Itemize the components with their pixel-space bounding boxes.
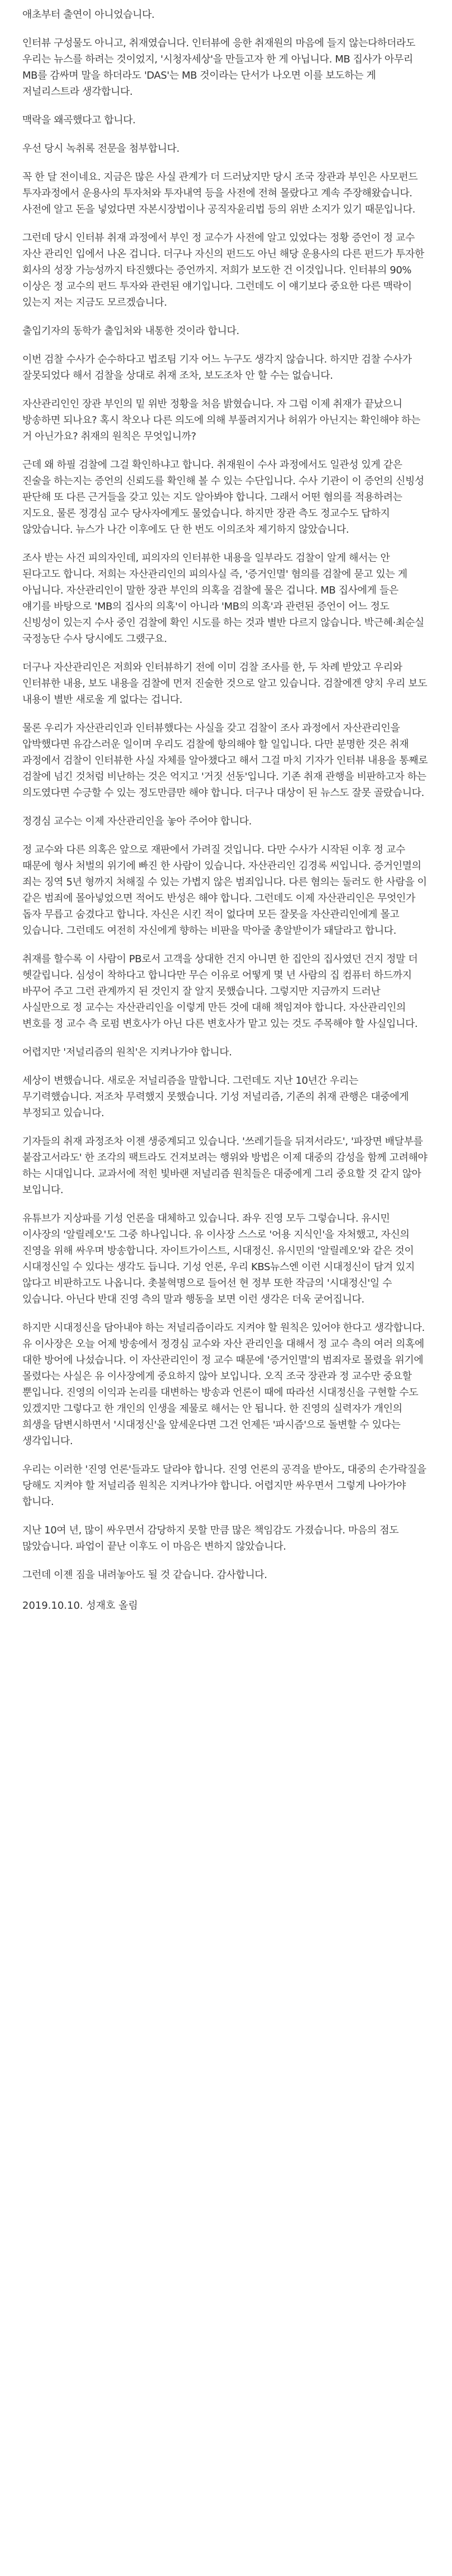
paragraph: 자산관리인인 장관 부인의 밑 위반 정황을 처음 밝혔습니다. 자 그럼 이제 취재가 끝났으니 방송하면 되나요? 혹시 착오나 다른 의도에 의해 부풀려지거나 허위가 아닌지는 확인해야 하는 거 아닌가요? 취재의 원칙은 무엇입니까? [22,398,421,442]
paragraph: 조사 받는 사건 피의자인데, 피의자의 인터뷰한 내용을 일부라도 검찰이 알게 해서는 안 된다고도 합니다. 저희는 자산관리인의 피의사실 즉, '증거인멸' 혐의를 검찰에 묻고 있는 게 아닙니다. 자산관리인이 말한 장관 부인의 의혹을 검찰에 물은 겁니다. MB 집사에게 들은 얘기를 바탕으로 'MB의 집사의 의혹'이 아니라 'MB의 의혹'과 관련된 증언이 어느 정도 신빙성이 있는지 수사 중인 검찰에 확인 시도를 하는 것과 별반 다르지 않습니다. 박근혜·최순실 국정농단 수사 당시에도 그랬구요. [22,552,425,645]
paragraph: 우선 당시 녹취록 전문을 첨부합니다. [22,143,180,155]
paragraph: 정경심 교수는 이제 자산관리인을 놓아 주어야 합니다. [22,816,252,827]
paragraph: 출입기자의 동학가 출입처와 내통한 것이라 합니다. [22,325,239,337]
paragraph: 하지만 시대정신을 담아내야 하는 저널리즘이라도 지켜야 할 원칙은 있어야 한다고 생각합니다. 유 이사장은 오늘 어제 방송에서 정경심 교수와 자산 관리인을 대해서 정 교수 측의 여러 의혹에 대한 방어에 나섰습니다. 이 자산관리인이 정 교수 때문에 '증거인멸'의 범죄자로 몰렸을 위기에 몰렸다는 사실은 유 이사장에게 중요하지 않아 보입니다. 오직 조국 장관과 정 교수만 중요할 뿐입니다. 진영의 이익과 논리를 대변하는 방송과 언론이 때에 따라선 시대정신을 구현할 수도 있겠지만 그렇다고 한 개인의 인생을 제물로 해서는 안 됩니다. 한 진영의 실력자가 개인의 희생을 담변시하면서 '시대정신'을 앞세운다면 그건 언제든 '파시즘'으로 돌변할 수 있다는 생각입니다. [22,1322,425,1447]
paragraph: 애초부터 출연이 아니었습니다. [22,9,155,21]
paragraph: 더구나 자산관리인은 저희와 인터뷰하기 전에 이미 검찰 조사를 한, 두 차례 받았고 우리와 인터뷰한 내용, 보도 내용을 검찰에 먼저 진술한 것으로 알고 있습니다. 검찰에겐 양치 우리 보도 내용이 별반 새로울 게 없다는 겁니다. [22,662,427,706]
paragraph: 기자들의 취재 과정조차 이젠 생중계되고 있습니다. '쓰레기들을 뒤져서라도', '파장면 배달부를 붙잡고서라도' 한 조각의 팩트라도 건져보려는 행위와 방법은 이제 대중의 감성을 함께 고려해야 하는 시대입니다. 교과서에 적힌 빛바랜 저널리즘 원칙들은 대중에게 그리 중요할 것 같지 않아 보입니다. [22,1136,427,1196]
paragraph: 물론 우리가 자산관리인과 인터뷰했다는 사실을 갖고 검찰이 조사 과정에서 자산관리인을 압박했다면 유감스러운 일이며 우리도 검찰에 항의해야 할 일입니다. 다만 분명한 것은 취재 과정에서 검찰이 인터뷰한 사실 자체를 알아챘다고 해서 그걸 마치 기자가 인터뷰 내용을 통째로 검찰에 넘긴 것처럼 비난하는 것은 억지고 '거짓 선동'입니다. 기존 취재 관행을 비판하고자 하는 의도였다면 수긍할 수 있는 정도만큼만 해야 합니다. 더구나 대상이 된 뉴스도 잘못 골랐습니다. [22,722,428,799]
signature: 2019.10.10. 성재호 올림 [22,1600,138,1612]
paragraph: 꼭 한 달 전이네요. 지금은 많은 사실 관계가 더 드러났지만 당시 조국 장관과 부인은 사모펀드 투자과정에서 운용사의 투자처와 투자내역 등을 사전에 전혀 몰랐다고 계속 주장해왔습니다. 사전에 알고 돈을 넣었다면 자본시장법이나 공직자윤리법 등의 위반 소지가 있기 때문입니다. [22,171,418,215]
paragraph: 그런데 당시 인터뷰 취재 과정에서 부인 정 교수가 사전에 알고 있었다는 정황 증언이 정 교수 자산 관리인 입에서 나온 겁니다. 더구나 자신의 펀드도 아닌 해당 운용사의 다른 펀드가 투자한 회사의 성장 가능성까지 타진했다는 증언까지. 저희가 보도한 건 이것입니다. 인터뷰의 90% 이상은 정 교수의 펀드 투자와 관련된 얘기입니다. 그런데도 이 얘기보다 중요한 다른 맥락이 있는지 저는 지금도 모르겠습니다. [22,232,425,308]
paragraph: 정 교수와 다른 의혹은 앞으로 재판에서 가려질 것입니다. 다만 수사가 시작된 이후 정 교수 때문에 형사 처벌의 위기에 빠진 한 사람이 있습니다. 자산관리인 김경록 씨입니다. 증거인멸의 죄는 징역 5년 형까지 처해질 수 있는 가볍지 않은 범죄입니다. 다른 혐의는 둘러도 한 사람을 이 같은 범죄에 몰아넣었으면 적어도 반성은 해야 합니다. 그런데도 이제 자산관리인은 무엇인가 돕자 무릅고 숨겼다고 합니다. 자신은 시킨 적이 없다며 모든 잘못을 자산관리인에게 몰고 있습니다. 그런데도 여전히 자신에게 향하는 비판을 막아줄 총알받이가 돼달라고 합니다. [22,844,427,937]
paragraph: 근데 왜 하필 검찰에 그걸 확인하냐고 합니다. 취재원이 수사 과정에서도 일관성 있게 같은 진술을 하는지는 증언의 신뢰도를 확인해 볼 수 있는 수단입니다. 수사 기관이 이 증언의 신빙성 판단해 또 다른 근거들을 갖고 있는 지도 알아봐야 합니다. 그래서 어떤 혐의를 적용하려는 지도요. 물론 정경심 교수 당사자에게도 물었습니다. 하지만 장관 측도 정교수도 답하지 않았습니다. 뉴스가 나간 이후에도 단 한 번도 이의조차 제기하지 않았습니다. [22,459,425,536]
paragraph: 어렵지만 '저널리즘의 원칙'은 지켜나가야 합니다. [22,1046,232,1058]
paragraph: 맥락을 왜곡했다고 합니다. [22,114,136,126]
body-text [22,7,430,1583]
paragraph: 세상이 변했습니다. 새로운 저널리즘을 말합니다. 그런데도 지난 10년간 우리는 무기력했습니다. 저조차 무력했지 못했습니다. 기성 저널리즘, 기존의 취재 관행은 대중에게 부정되고 있습니다. [22,1075,409,1119]
paragraph: 취재를 할수록 이 사람이 PB로서 고객을 상대한 건지 아니면 한 집안의 집사였던 건지 정말 더 헷갈립니다. 심성이 착하다고 합니다만 무슨 이유로 어떻게 몇 년 사람의 집 컴퓨터 하드까지 바꾸어 주고 그런 관계까지 된 것인지 잘 알지 못했습니다. 그렇지만 지금까지 드러난 사실만으로 정 교수는 자산관리인을 이렇게 만든 것에 대해 책임져야 합니다. 자산관리인의 변호를 정 교수 측 로펌 변호사가 아닌 다른 변호사가 맡고 있는 것도 주목해야 할 사실입니다. [22,953,418,1030]
paragraph: 우리는 이러한 '진영 언론'들과도 달라야 합니다. 진영 언론의 공격을 받아도, 대중의 손가락질을 당해도 지켜야 할 저널리즘 원칙은 지켜나가야 합니다. 어렵지만 싸우면서 그렇게 나아가야 합니다. [22,1464,426,1508]
paragraph: 그런데 이젠 짐을 내려놓아도 될 것 같습니다. 감사합니다. [22,1569,267,1581]
paragraph: 인터뷰 구성물도 아니고, 취재였습니다. 인터뷰에 응한 취재원의 마음에 들지 않는다하더라도 우리는 뉴스를 하려는 것이었지, '시청자세상'을 만들고자 한 게 아닙니다. MB 집사가 아무리 MB를 감싸며 말을 하더라도 'DAS'는 MB 것이라는 단서가 나오면 이를 보도하는 게 저널리스트라 생각합니다. [22,37,416,98]
paragraph: 유튜브가 지상파를 기성 언론을 대체하고 있습니다. 좌우 진영 모두 그렇습니다. 유시민 이사장의 '알릴레오'도 그중 하나입니다. 유 이사장 스스로 '어용 지식인'을 자처했고, 자신의 진영을 위해 싸우며 방송합니다. 자이트가이스트, 시대정신. 유시민의 '알릴레오'와 같은 것이 시대정신일 수 있다는 생각도 듭니다. 기성 언론, 우리 KBS뉴스엔 이런 시대정신이 담겨 있지 않다고 비판하고도 나옵니다. 촛불혁명으로 들어선 현 정부 또한 작금의 '시대정신'일 수 있습니다. 아닌다 반대 진영 측의 말과 행동을 보면 이런 생각은 더욱 굳어집니다. [22,1213,415,1305]
paragraph: 이번 검찰 수사가 순수하다고 법조팀 기자 어느 누구도 생각지 않습니다. 하지만 검찰 수사가 잘못되었다 해서 검찰을 상대로 취재 조차, 보도조차 안 할 수는 없습니다. [22,354,412,382]
paragraph: 지난 10여 년, 많이 싸우면서 감당하지 못할 만큼 많은 책임감도 가졌습니다. 마음의 점도 많았습니다. 파업이 끝난 이후도 이 마음은 변하지 않았습니다. [22,1525,399,1552]
